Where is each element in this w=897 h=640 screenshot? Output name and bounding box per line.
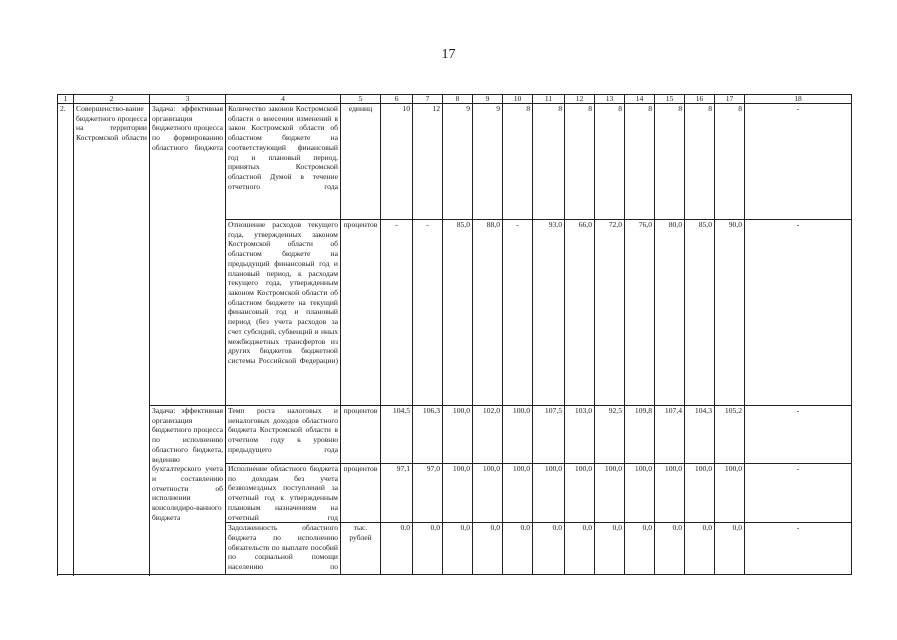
column-number: 10	[503, 95, 533, 104]
column-number: 9	[473, 95, 503, 104]
value-cell: 8	[685, 104, 715, 220]
value-cell: -	[381, 220, 413, 406]
value-cell: 0,0	[655, 523, 685, 575]
value-cell: 100,0	[715, 464, 745, 523]
column-number: 17	[715, 95, 745, 104]
unit-cell: единиц	[341, 104, 381, 220]
value-cell: 100,0	[503, 406, 533, 464]
value-cell: 100,0	[443, 406, 473, 464]
value-cell: 12	[413, 104, 443, 220]
value-cell: 8	[625, 104, 655, 220]
column-number: 18	[745, 95, 852, 104]
value-cell: 0,0	[533, 523, 565, 575]
task-cell: Задача: эффективная организация бюджетного процесса по формированию областного бюджета	[150, 104, 226, 406]
value-cell: 0,0	[715, 523, 745, 575]
value-cell: 100,0	[625, 464, 655, 523]
value-cell: 93,0	[533, 220, 565, 406]
value-cell: 9	[443, 104, 473, 220]
value-cell: 8	[595, 104, 625, 220]
value-cell: 85,0	[443, 220, 473, 406]
value-cell: 10	[381, 104, 413, 220]
value-cell: 100,0	[685, 464, 715, 523]
column-number: 12	[565, 95, 595, 104]
value-cell: 105,2	[715, 406, 745, 464]
note-cell: -	[745, 464, 852, 523]
value-cell: 0,0	[443, 523, 473, 575]
value-cell: 8	[655, 104, 685, 220]
value-cell: 76,0	[625, 220, 655, 406]
value-cell: 80,0	[655, 220, 685, 406]
column-number: 4	[226, 95, 341, 104]
value-cell: 9	[473, 104, 503, 220]
column-number: 1	[58, 95, 74, 104]
value-cell: 88,0	[473, 220, 503, 406]
value-cell: 100,0	[565, 464, 595, 523]
value-cell: 0,0	[381, 523, 413, 575]
value-cell: 100,0	[473, 464, 503, 523]
note-cell: -	[745, 220, 852, 406]
indicator-cell: Отношение расходов текущего года, утвержденных законом Костромской области об областном бюджете на предыдущий финансовый год и плановый период, к расходам текущего года, утвержденным законом Костромской области об областном бюджете на текущий финансовый год и плановый период (без учета расходов за счет субсидий, субвенций и иных межбюджетных трансфертов из других бюджетов бюджетной системы Российской Федерации)	[226, 220, 341, 406]
value-cell: 104,5	[381, 406, 413, 464]
column-number: 15	[655, 95, 685, 104]
value-cell: 103,0	[565, 406, 595, 464]
value-cell: 0,0	[413, 523, 443, 575]
value-cell: 102,0	[473, 406, 503, 464]
indicator-cell: Количество законов Костромской области о внесении изменений в закон Костромской области об областном бюджете на соответствующий финансовый год и плановый период, принятых Костромской областной Думой в течение отчетного года	[226, 104, 341, 220]
column-number: 16	[685, 95, 715, 104]
unit-cell: тыс. рублей	[341, 523, 381, 575]
value-cell: 8	[565, 104, 595, 220]
value-cell: 97,1	[381, 464, 413, 523]
value-cell: 100,0	[533, 464, 565, 523]
value-cell: 72,0	[595, 220, 625, 406]
indicators-table	[57, 94, 852, 575]
value-cell: 107,4	[655, 406, 685, 464]
table-row	[58, 406, 852, 464]
note-cell: -	[745, 523, 852, 575]
value-cell: -	[503, 220, 533, 406]
value-cell: 100,0	[443, 464, 473, 523]
section-name: Совершенство-вание бюджетного процесса на территории Костромской области	[74, 104, 150, 575]
column-number: 13	[595, 95, 625, 104]
value-cell: 8	[533, 104, 565, 220]
indicator-cell: Темп роста налоговых и неналоговых доходов областного бюджета Костромской области в отчетном году к уровню предыдущего года	[226, 406, 341, 464]
column-number: 3	[150, 95, 226, 104]
value-cell: 0,0	[625, 523, 655, 575]
column-number: 2	[74, 95, 150, 104]
value-cell: 90,0	[715, 220, 745, 406]
value-cell: 100,0	[595, 464, 625, 523]
indicator-cell: Исполнение областного бюджета по доходам без учета безвозмездных поступлений за отчетный год к утвержденным плановым назначениям на отчетный год	[226, 464, 341, 523]
column-number: 5	[341, 95, 381, 104]
column-number: 14	[625, 95, 655, 104]
table-row	[58, 104, 852, 220]
unit-cell: процентов	[341, 464, 381, 523]
value-cell: 0,0	[685, 523, 715, 575]
column-number: 7	[413, 95, 443, 104]
value-cell: 109,8	[625, 406, 655, 464]
page-number: 17	[441, 47, 456, 62]
unit-cell: процентов	[341, 406, 381, 464]
column-number-row	[58, 95, 852, 104]
value-cell: 85,0	[685, 220, 715, 406]
value-cell: 0,0	[565, 523, 595, 575]
unit-cell: процентов	[341, 220, 381, 406]
value-cell: 0,0	[503, 523, 533, 575]
note-cell: -	[745, 104, 852, 220]
value-cell: 92,5	[595, 406, 625, 464]
task-cell: Задача: эффективная организация бюджетного процесса по исполнению областного бюджета, ведению бухгалтерского учета и составлению отчетности об исполнении консолидиро-ванного бюджета	[150, 406, 226, 575]
value-cell: 100,0	[655, 464, 685, 523]
value-cell: 100,0	[503, 464, 533, 523]
value-cell: 97,0	[413, 464, 443, 523]
value-cell: 8	[503, 104, 533, 220]
value-cell: 107,5	[533, 406, 565, 464]
value-cell: 0,0	[473, 523, 503, 575]
indicator-cell: Задолженность областного бюджета по исполнению обязательств по выплате пособий по социальной помощи населению по	[226, 523, 341, 575]
column-number: 8	[443, 95, 473, 104]
value-cell: 104,3	[685, 406, 715, 464]
note-cell: -	[745, 406, 852, 464]
column-number: 11	[533, 95, 565, 104]
column-number: 6	[381, 95, 413, 104]
section-number: 2.	[58, 104, 74, 575]
value-cell: 8	[715, 104, 745, 220]
value-cell: 0,0	[595, 523, 625, 575]
value-cell: 66,0	[565, 220, 595, 406]
value-cell: 106,3	[413, 406, 443, 464]
value-cell: -	[413, 220, 443, 406]
